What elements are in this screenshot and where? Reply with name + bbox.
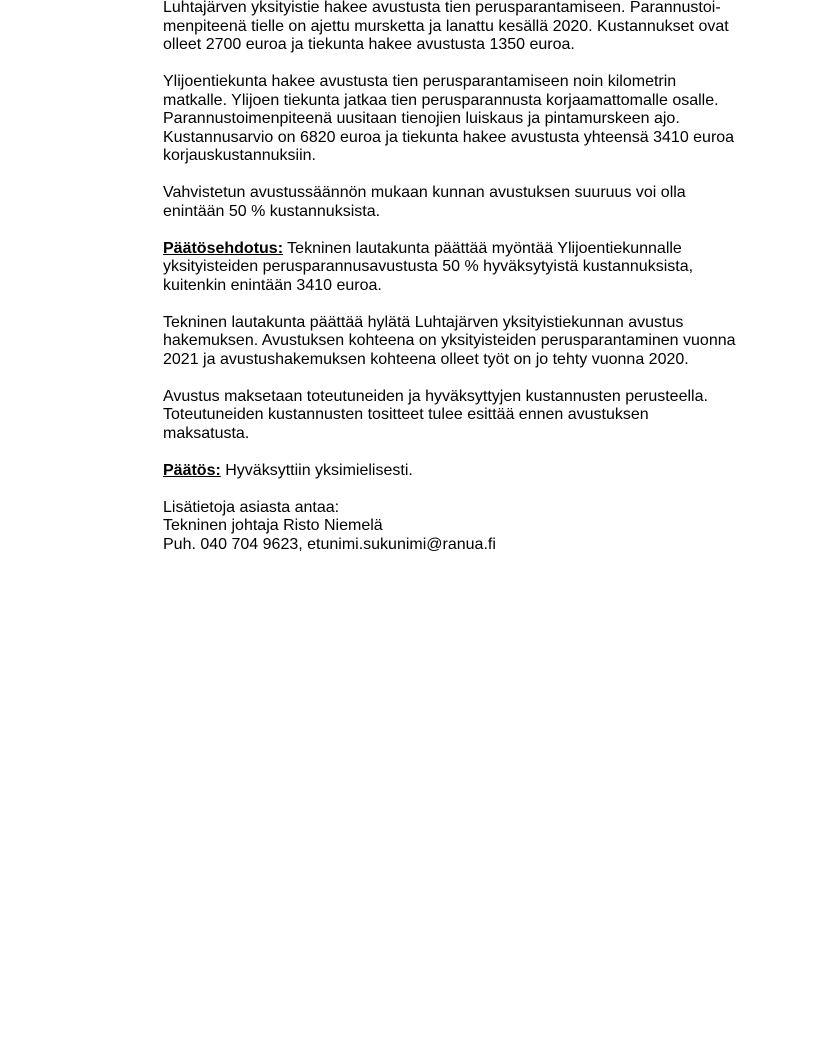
text-line: matkalle. Ylijoen tiekunta jatkaa tien perusparannusta korjaamattomalle osalle. [163,91,719,109]
proposal-text: Tekninen lautakunta päättää myöntää Ylijoentiekunnalle [283,239,682,257]
decision-proposal [163,240,753,296]
text-line: kuitenkin enintään 3410 euroa. [163,276,382,294]
text-line: Avustus maksetaan toteutuneiden ja hyväksyttyjen kustannusten perusteella. [163,387,708,405]
text-line: maksatusta. [163,424,250,442]
paragraph-ylijoki [163,73,753,166]
text-line: hakemuksen. Avustuksen kohteena on yksityisteiden perusparantaminen vuonna [163,332,736,349]
decision-line [163,462,753,481]
decision-text: Hyväksyttiin yksimielisesti. [220,461,413,479]
text-line: yksityisteiden perusparannusavustusta 50 % hyväksytyistä kustannuksista, [163,258,694,275]
text-line: olleet 2700 euroa ja tiekunta hakee avustusta 1350 euroa. [163,36,575,53]
text-line: korjauskustannuksiin. [163,147,316,164]
proposal-first-line [163,240,753,259]
text-line: Tekninen lautakunta päättää hylätä Luhtajärven yksityistiekunnan avustus [163,313,684,331]
paragraph-payment [163,388,753,444]
text-line: Toteutuneiden kustannusten tositteet tulee esittää ennen avustuksen [163,406,649,423]
text-line: menpiteenä tielle on ajettu mursketta ja lanattu kesällä 2020. Kustannukset ovat [163,17,729,35]
contact-info [163,499,753,555]
paragraph-rule [163,184,753,221]
proposal-label: Päätösehdotus: [163,239,284,257]
contact-details: Puh. 040 704 9623, etunimi.sukunimi@ranua.fi [163,535,496,553]
paragraph-rejection [163,314,753,370]
contact-heading: Lisätietoja asiasta antaa: [163,498,340,516]
document-body [163,0,753,573]
contact-person: Tekninen johtaja Risto Niemelä [163,517,383,534]
decision [163,462,753,481]
text-line: Parannustoimenpiteenä uusitaan tienojien luiskaus ja pintamurskeen ajo. [163,110,680,127]
text-line: enintään 50 % kustannuksista. [163,202,381,220]
text-line: Ylijoentiekunta hakee avustusta tien perusparantamiseen noin kilometrin [163,73,677,90]
paragraph-luhtajarvi [163,0,753,55]
text-line: Luhtajärven yksityistie hakee avustusta tien perusparantamiseen. Parannustoi- [163,0,721,16]
text-line: Vahvistetun avustussäännön mukaan kunnan avustuksen suuruus voi olla [163,184,686,201]
text-line: Kustannusarvio on 6820 euroa ja tiekunta hakee avustusta yhteensä 3410 euroa [163,128,735,146]
text-line: 2021 ja avustushakemuksen kohteena olleet työt on jo tehty vuonna 2020. [163,350,689,368]
decision-label: Päätös: [163,461,221,479]
